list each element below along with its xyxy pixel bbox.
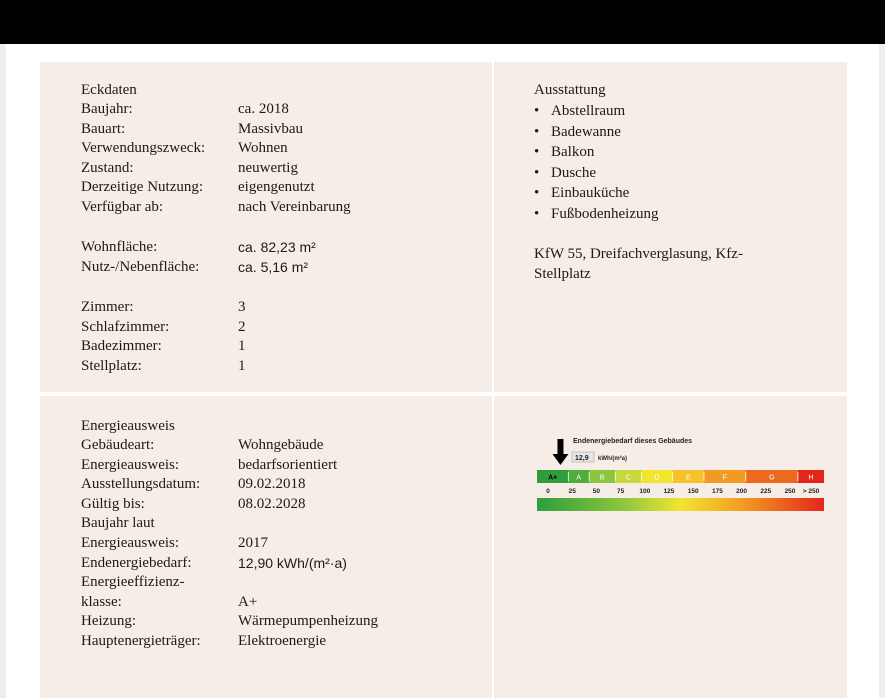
detail-label: Energieausweis: — [81, 534, 180, 551]
frame-left-border — [0, 44, 6, 698]
detail-row — [81, 318, 246, 338]
feature-label: Badewanne — [551, 123, 621, 140]
detail-value: 1 — [238, 338, 246, 355]
detail-value: eigengenutzt — [238, 179, 315, 196]
detail-value: ca. 82,23 m² — [238, 239, 316, 255]
detail-label: Baujahr: — [81, 101, 133, 117]
feature-item — [534, 204, 658, 225]
eckdaten-title: Eckdaten — [81, 82, 137, 98]
detail-row — [81, 612, 378, 632]
detail-row — [81, 178, 351, 198]
detail-label: Baujahr laut — [81, 515, 155, 532]
energy-class-label: A+ — [548, 474, 558, 482]
detail-label: Zustand: — [81, 159, 134, 176]
bullet-icon: • — [534, 185, 540, 202]
energy-tick-label: 225 — [760, 488, 772, 495]
energy-indicator-arrow — [552, 439, 568, 465]
detail-row — [81, 534, 378, 554]
detail-value: ca. 2018 — [238, 101, 289, 117]
energy-tick-label: 175 — [711, 488, 723, 495]
detail-label: Ausstellungsdatum: — [81, 476, 201, 493]
detail-row — [81, 514, 378, 534]
detail-value: Massivbau — [238, 120, 303, 137]
detail-row — [81, 632, 378, 652]
detail-row — [81, 100, 351, 120]
energieausweis-details — [81, 436, 378, 652]
energy-value: 12,9 — [575, 455, 589, 462]
detail-row — [81, 238, 316, 258]
bullet-icon: • — [534, 144, 540, 161]
detail-row — [81, 357, 246, 377]
detail-row — [81, 337, 246, 357]
detail-label: Verfügbar ab: — [81, 198, 164, 215]
detail-value: neuwertig — [238, 159, 298, 176]
eckdaten-group-general — [81, 100, 351, 218]
feature-label: Fußbodenheizung — [551, 205, 659, 222]
detail-row — [81, 554, 378, 574]
detail-label: Schlafzimmer: — [81, 318, 170, 335]
energy-tick-label: 250 — [784, 488, 796, 495]
detail-value: Elektroenergie — [238, 632, 327, 649]
detail-label: Stellplatz: — [81, 357, 142, 374]
detail-row — [81, 198, 351, 218]
energy-unit: kWh/(m²a) — [598, 456, 627, 462]
detail-value: nach Vereinbarung — [238, 198, 351, 215]
detail-label: Heizung: — [81, 613, 136, 630]
energy-class-label: E — [685, 474, 691, 482]
detail-label: Badezimmer: — [81, 338, 162, 355]
bullet-icon: • — [534, 164, 540, 181]
feature-label: Abstellraum — [551, 103, 626, 119]
feature-item — [534, 122, 658, 143]
detail-value: Wohnen — [238, 140, 288, 157]
energy-tick-label: 200 — [736, 488, 748, 495]
energy-scale-title: Endenergiebedarf dieses Gebäudes — [573, 438, 693, 445]
energy-tick-label: > 250 — [802, 488, 820, 495]
feature-item — [534, 183, 658, 204]
detail-label: klasse: — [81, 593, 122, 610]
energieausweis-title: Energieausweis — [81, 418, 175, 434]
detail-value: 2017 — [238, 534, 268, 551]
detail-row — [81, 159, 351, 179]
detail-value: bedarfsorientiert — [238, 456, 338, 473]
detail-label: Wohnfläche: — [81, 239, 158, 255]
energy-class-label: F — [722, 474, 727, 482]
energy-gradient-bar — [537, 498, 824, 511]
detail-row — [81, 139, 351, 159]
detail-value — [238, 514, 378, 534]
detail-row — [81, 120, 351, 140]
feature-label: Einbauküche — [551, 185, 630, 202]
detail-row — [81, 593, 378, 613]
detail-label: Energieausweis: — [81, 456, 180, 473]
detail-value: 09.02.2018 — [238, 476, 306, 493]
eckdaten-group-rooms — [81, 298, 246, 376]
detail-label: Gültig bis: — [81, 495, 145, 512]
detail-value: 3 — [238, 299, 246, 315]
detail-label: Derzeitige Nutzung: — [81, 179, 204, 196]
detail-row — [81, 475, 378, 495]
bullet-icon: • — [534, 205, 540, 222]
energy-tick-label: 75 — [616, 488, 625, 495]
detail-value: A+ — [238, 593, 258, 610]
detail-row — [81, 573, 378, 593]
energy-tick-label: 150 — [687, 488, 699, 495]
detail-label: Hauptenergieträger: — [81, 632, 201, 649]
energy-tick-label: 50 — [592, 488, 601, 495]
energy-scale-svg — [537, 436, 827, 516]
eckdaten-group-area — [81, 238, 316, 277]
detail-value: 08.02.2028 — [238, 495, 306, 512]
detail-value: ca. 5,16 m² — [238, 258, 309, 275]
energy-tick-label: 125 — [663, 488, 675, 495]
energy-class-label: D — [654, 474, 660, 482]
detail-label: Endenergiebedarf: — [81, 554, 192, 571]
detail-label: Energieeffizienz- — [81, 574, 185, 591]
ausstattung-extra: KfW 55, Dreifachverglasung, Kfz-Stellplatz — [534, 246, 743, 282]
top-black-bar — [0, 0, 885, 44]
ausstattung-list — [534, 101, 658, 225]
energy-tick-label: 100 — [639, 488, 651, 495]
detail-label: Zimmer: — [81, 299, 134, 315]
frame-right-border — [879, 44, 885, 698]
detail-label: Nutz-/Nebenfläche: — [81, 258, 200, 275]
feature-label: Dusche — [551, 164, 596, 181]
energy-class-label: A — [576, 474, 582, 482]
detail-value: Wärmepumpenheizung — [238, 613, 378, 630]
bullet-icon: • — [534, 103, 540, 119]
detail-value: 1 — [238, 357, 246, 374]
detail-row — [81, 436, 378, 456]
detail-value — [238, 573, 378, 593]
detail-value: 2 — [238, 318, 246, 335]
energy-scale-chart — [537, 436, 827, 516]
bullet-icon: • — [534, 123, 540, 140]
detail-row — [81, 495, 378, 515]
feature-label: Balkon — [551, 144, 595, 161]
detail-row — [81, 298, 246, 318]
detail-row — [81, 258, 316, 278]
detail-value: Wohngebäude — [238, 437, 324, 453]
detail-row — [81, 456, 378, 476]
energy-class-label: C — [625, 474, 631, 482]
energy-tick-label: 25 — [568, 488, 576, 495]
energy-class-label: B — [599, 474, 605, 482]
feature-item — [534, 163, 658, 184]
detail-value: 12,90 kWh/(m²·a) — [238, 554, 347, 571]
energy-tick-label: 0 — [546, 488, 550, 495]
cutoff-next-row — [81, 692, 341, 698]
detail-label: Verwendungszweck: — [81, 140, 206, 157]
energy-class-label: G — [769, 474, 775, 482]
feature-item — [534, 101, 658, 122]
energy-class-label: H — [808, 474, 814, 482]
ausstattung-title: Ausstattung — [534, 82, 606, 98]
feature-item — [534, 142, 658, 163]
detail-label: Bauart: — [81, 120, 126, 137]
detail-label: Gebäudeart: — [81, 437, 155, 453]
